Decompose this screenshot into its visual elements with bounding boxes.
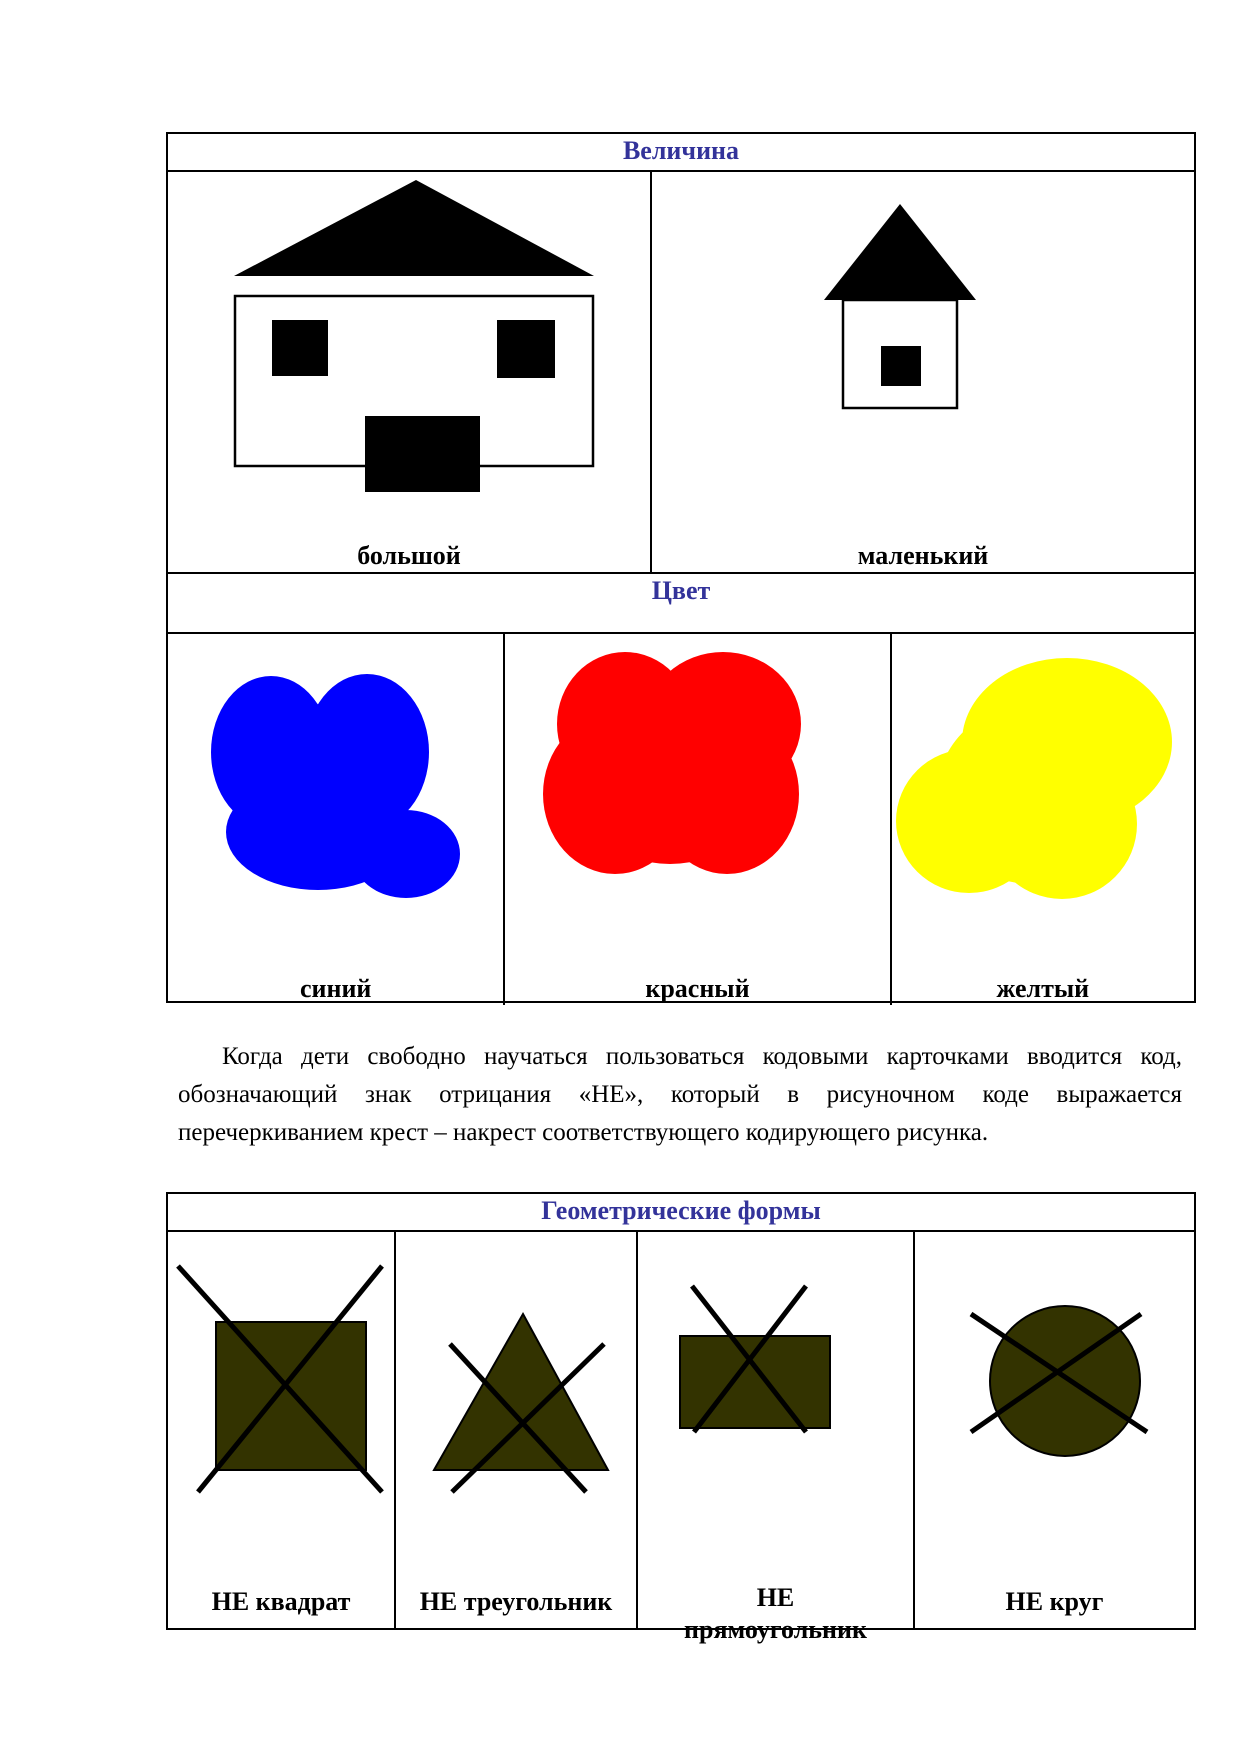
yellow-blob-icon [892,634,1195,1005]
small-house-icon [652,172,1194,574]
shape-cell-rectangle [638,1232,915,1644]
color-cell-blue [168,634,505,1005]
size-label-big: большой [357,541,461,570]
color-label-blue: синий [299,974,372,1003]
crossed-square-icon [168,1232,396,1630]
red-blob-icon [505,634,892,1005]
color-cell-yellow [892,634,1194,1005]
shape-cell-circle [915,1232,1194,1630]
crossed-rectangle-icon [638,1232,915,1630]
crossed-triangle-icon [396,1232,638,1630]
color-cell-red [505,634,891,1005]
color-header: Цвет [168,572,1194,632]
shape-label-circle: НЕ круг [1005,1587,1104,1616]
shape-label-square: НЕ квадрат [211,1587,351,1616]
shapes-row [168,1230,1194,1644]
shape-cell-triangle [396,1232,638,1630]
size-color-table [166,132,1196,1003]
crossed-circle-icon [915,1232,1194,1630]
color-label-yellow: желтый [996,974,1090,1003]
size-row [168,170,1194,572]
negation-paragraph: Когда дети свободно научаться пользоваться кодовыми карточками вводится код, обозначающий знак отрицания «НЕ», который в рисуночном коде выражается перечеркиванием крест – накрест соответствующего кодирующего рисунка. [178,1043,1182,1146]
size-header: Величина [622,136,740,165]
shape-cell-square [168,1232,396,1630]
big-house-icon [168,172,652,574]
size-label-small: маленький [857,541,989,570]
size-cell-small [652,172,1194,574]
shape-label-rectangle-line2: прямоугольник [684,1615,867,1644]
shape-label-triangle: НЕ треугольник [419,1587,613,1616]
blue-blob-icon [168,634,506,1005]
shape-label-rectangle-line1: НЕ [756,1583,795,1612]
color-row [168,632,1194,1003]
shapes-table [166,1192,1196,1644]
shapes-header: Геометрические формы [541,1196,821,1225]
size-cell-big [168,172,652,574]
color-label-red: красный [645,974,750,1003]
